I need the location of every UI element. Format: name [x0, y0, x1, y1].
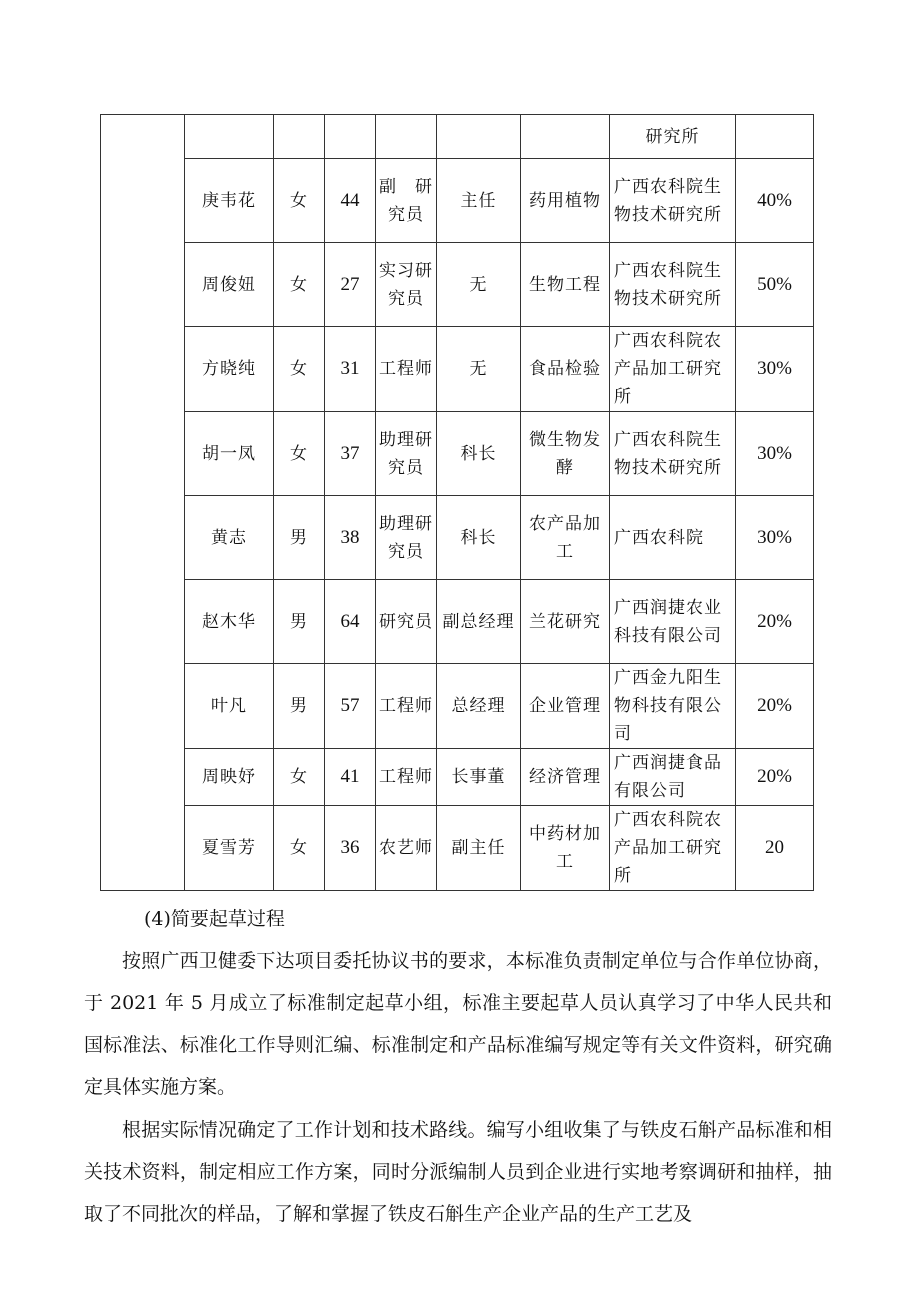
- title-text: 副 研究员: [379, 176, 433, 225]
- major-cell: [521, 496, 610, 580]
- gender-cell: [274, 115, 325, 159]
- title-text: 助理研究员: [379, 429, 433, 478]
- position-cell: [437, 115, 521, 159]
- title-text: 工程师: [379, 696, 433, 716]
- table-row-partial: [101, 115, 814, 159]
- paragraph-drafting-1: 按照广西卫健委下达项目委托协议书的要求，本标准负责制定单位与合作单位协商，于 2021 年 5 月成立了标准制定起草小组，标准主要起草人员认真学习了中华人民共和国标准法、标准化工作导则汇编、标准制定和产品标准编写规定等有关文件资料，研究确定具体实施方案。: [84, 950, 832, 1098]
- unit-text: 广西金九阳生物科技有限公司: [614, 668, 722, 744]
- major-text: 经济管理: [529, 767, 601, 787]
- position-cell: [437, 496, 521, 580]
- unit-cell: [610, 664, 736, 749]
- age-cell: [325, 806, 376, 891]
- age-cell: [325, 496, 376, 580]
- share-text: 20%: [757, 610, 792, 632]
- name-text: 庚韦花: [202, 190, 256, 211]
- major-cell: [521, 664, 610, 749]
- share-cell: [736, 664, 814, 749]
- table-row: [101, 496, 814, 580]
- staff-table-body: [101, 115, 814, 891]
- position-cell: [437, 412, 521, 496]
- name-text: 夏雪芳: [202, 838, 256, 858]
- major-cell: [521, 115, 610, 159]
- share-text: 30%: [757, 442, 792, 464]
- unit-cell: [610, 243, 736, 327]
- gender-text: 男: [290, 527, 308, 548]
- name-text: 赵木华: [202, 611, 256, 632]
- share-cell: [736, 412, 814, 496]
- gender-text: 女: [290, 274, 308, 295]
- age-text: 38: [340, 526, 360, 548]
- major-cell: [521, 243, 610, 327]
- gender-cell: [274, 412, 325, 496]
- table-row: [101, 664, 814, 749]
- name-cell: [185, 327, 274, 412]
- position-text: 副主任: [451, 838, 506, 858]
- major-text: 中药材加工: [529, 824, 601, 872]
- gender-text: 女: [290, 190, 308, 211]
- gender-text: 男: [290, 611, 308, 632]
- unit-cell: [610, 412, 736, 496]
- name-text: 黄志: [211, 527, 247, 548]
- gender-cell: [274, 159, 325, 243]
- merged-left-cell: [101, 115, 185, 891]
- position-cell: [437, 327, 521, 412]
- share-cell: [736, 243, 814, 327]
- unit-text: 广西农科院农产品加工研究所: [614, 331, 722, 407]
- position-cell: [437, 664, 521, 749]
- unit-text: 广西农科院农产品加工研究所: [614, 810, 722, 886]
- unit-cell: [610, 749, 736, 806]
- position-text: 主任: [460, 190, 497, 211]
- gender-text: 女: [290, 443, 308, 464]
- share-text: 20: [765, 837, 784, 858]
- name-text: 周俊妞: [202, 274, 256, 295]
- title-cell: [376, 327, 437, 412]
- gender-cell: [274, 664, 325, 749]
- age-cell: [325, 159, 376, 243]
- name-text: 胡一凤: [202, 443, 256, 464]
- title-cell: [376, 664, 437, 749]
- age-cell: [325, 412, 376, 496]
- table-row: [101, 327, 814, 412]
- gender-cell: [274, 327, 325, 412]
- share-cell: [736, 496, 814, 580]
- paragraph-drafting-2: 根据实际情况确定了工作计划和技术路线。编写小组收集了与铁皮石斛产品标准和相关技术资料，制定相应工作方案，同时分派编制人员到企业进行实地考察调研和抽样，抽取了不同批次的样品，了解和掌握了铁皮石斛生产企业产品的生产工艺及: [84, 1119, 832, 1225]
- major-text: 微生物发酵: [529, 429, 601, 478]
- major-text: 食品检验: [529, 359, 601, 379]
- age-text: 31: [340, 358, 360, 379]
- name-cell: [185, 496, 274, 580]
- name-cell: [185, 115, 274, 159]
- name-cell: [185, 243, 274, 327]
- table-row: [101, 412, 814, 496]
- major-text: 药用植物: [529, 190, 601, 211]
- gender-text: 女: [290, 767, 308, 787]
- age-text: 36: [340, 837, 360, 858]
- share-text: 20%: [757, 766, 792, 787]
- title-text: 实习研究员: [379, 260, 433, 309]
- position-text: 科长: [460, 443, 497, 464]
- title-cell: [376, 496, 437, 580]
- name-cell: [185, 806, 274, 891]
- title-cell: [376, 243, 437, 327]
- table-row: [101, 749, 814, 806]
- major-cell: [521, 749, 610, 806]
- position-cell: [437, 580, 521, 664]
- title-text: 工程师: [379, 767, 433, 787]
- gender-text: 男: [290, 696, 308, 716]
- unit-text: 广西农科院: [614, 527, 704, 548]
- position-text: 长事董: [451, 767, 506, 787]
- title-cell: [376, 749, 437, 806]
- unit-cell: [610, 806, 736, 891]
- title-cell: [376, 806, 437, 891]
- name-cell: [185, 412, 274, 496]
- share-cell: [736, 327, 814, 412]
- age-text: 41: [340, 766, 360, 787]
- position-cell: [437, 243, 521, 327]
- major-text: 企业管理: [529, 696, 601, 716]
- age-cell: [325, 327, 376, 412]
- title-cell: [376, 412, 437, 496]
- major-cell: [521, 327, 610, 412]
- name-text: 叶凡: [211, 696, 247, 716]
- share-text: 40%: [757, 189, 792, 211]
- position-text: 无: [469, 359, 488, 379]
- position-text: 科长: [460, 527, 497, 548]
- unit-text: 广西农科院生物技术研究所: [614, 260, 722, 309]
- unit-cell: 研究所: [610, 115, 736, 159]
- major-cell: [521, 580, 610, 664]
- gender-cell: [274, 580, 325, 664]
- title-text: 助理研究员: [379, 513, 433, 562]
- major-text: 农产品加工: [529, 513, 601, 562]
- share-text: 20%: [757, 695, 792, 716]
- staff-table: [100, 114, 814, 891]
- name-cell: [185, 749, 274, 806]
- age-cell: [325, 580, 376, 664]
- major-text: 生物工程: [529, 274, 601, 295]
- age-text: 57: [340, 695, 360, 716]
- gender-text: 女: [290, 359, 308, 379]
- share-cell: [736, 159, 814, 243]
- share-cell: [736, 115, 814, 159]
- gender-cell: [274, 806, 325, 891]
- age-text: 44: [340, 189, 360, 211]
- age-cell: [325, 664, 376, 749]
- unit-cell: [610, 496, 736, 580]
- major-text: 兰花研究: [529, 611, 601, 632]
- share-text: 50%: [757, 273, 792, 295]
- title-cell: [376, 115, 437, 159]
- name-cell: [185, 159, 274, 243]
- age-cell: [325, 749, 376, 806]
- position-cell: [437, 806, 521, 891]
- share-text: 30%: [757, 526, 792, 548]
- title-text: 农艺师: [379, 838, 433, 858]
- position-text: 总经理: [451, 696, 506, 716]
- position-text: 无: [469, 274, 488, 295]
- gender-cell: [274, 496, 325, 580]
- table-row: [101, 159, 814, 243]
- position-cell: [437, 159, 521, 243]
- age-text: 27: [340, 273, 360, 295]
- major-cell: [521, 806, 610, 891]
- title-cell: [376, 159, 437, 243]
- title-text: 研究员: [379, 611, 433, 632]
- unit-text: 广西农科院生物技术研究所: [614, 429, 722, 478]
- unit-text: 广西农科院生物技术研究所: [614, 176, 722, 225]
- share-cell: [736, 580, 814, 664]
- age-text: 64: [340, 610, 360, 632]
- gender-cell: [274, 749, 325, 806]
- table-row: [101, 243, 814, 327]
- age-cell: [325, 243, 376, 327]
- name-text: 方晓纯: [202, 359, 256, 379]
- gender-cell: [274, 243, 325, 327]
- share-cell: [736, 749, 814, 806]
- section-heading: (4)简要起草过程: [144, 908, 285, 930]
- gender-text: 女: [290, 838, 308, 858]
- title-cell: [376, 580, 437, 664]
- share-cell: [736, 806, 814, 891]
- name-text: 周映妤: [202, 767, 256, 787]
- unit-text: 广西润捷农业科技有限公司: [614, 597, 722, 646]
- age-cell: [325, 115, 376, 159]
- title-text: 工程师: [379, 359, 433, 379]
- unit-cell: [610, 580, 736, 664]
- unit-cell: [610, 159, 736, 243]
- table-row: [101, 580, 814, 664]
- major-cell: [521, 159, 610, 243]
- position-text: 副总经理: [442, 611, 515, 632]
- major-cell: [521, 412, 610, 496]
- name-cell: [185, 664, 274, 749]
- unit-cell: [610, 327, 736, 412]
- share-text: 30%: [757, 358, 792, 379]
- name-cell: [185, 580, 274, 664]
- unit-text: 广西润捷食品有限公司: [614, 753, 722, 801]
- age-text: 37: [340, 442, 360, 464]
- table-row: [101, 806, 814, 891]
- position-cell: [437, 749, 521, 806]
